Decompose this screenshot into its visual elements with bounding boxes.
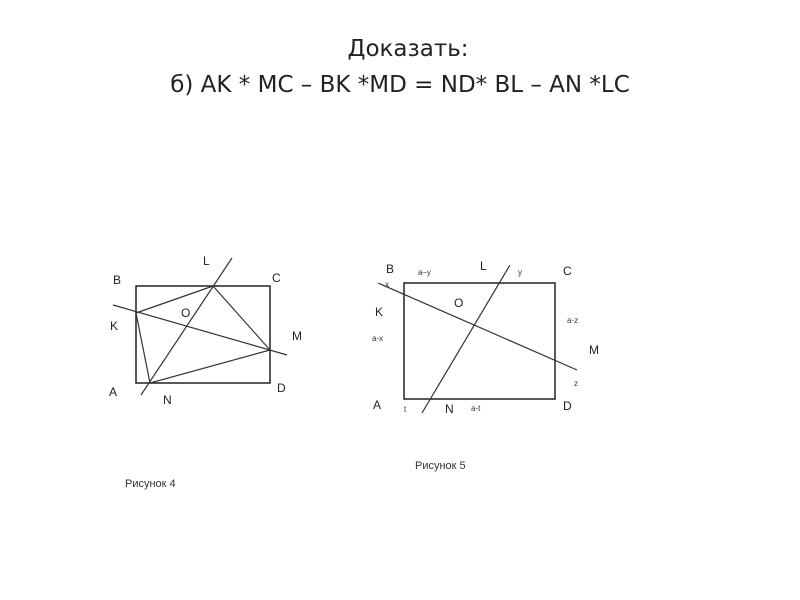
fig4-label-n: N <box>163 393 172 407</box>
fig5-label-k: K <box>375 305 384 319</box>
fig5-seg-a-minus-y: a–y <box>418 268 431 277</box>
fig5-label-l: L <box>480 259 487 273</box>
fig5-seg-t: t <box>404 405 407 414</box>
fig4-label-l: L <box>203 254 210 268</box>
fig4-label-k: K <box>110 319 119 333</box>
fig5-label-m: M <box>589 343 599 357</box>
fig4-segment-kl <box>136 286 213 313</box>
fig4-label-d: D <box>277 381 286 395</box>
fig5-label-b: B <box>386 262 395 276</box>
fig5-label-c: C <box>563 264 572 278</box>
fig5-line-nl <box>422 265 510 413</box>
fig4-label-o: O <box>181 306 191 320</box>
fig5-label-d: D <box>563 399 572 413</box>
fig5-rectangle <box>404 283 555 399</box>
fig4-caption: Рисунок 4 <box>125 478 176 490</box>
fig4-label-b: B <box>113 273 122 287</box>
fig5-label-o: O <box>454 296 464 310</box>
statement: б) AK * MC – BK *MD = ND* BL – AN *LC <box>170 72 630 98</box>
fig5-seg-a-minus-x: a-x <box>372 334 384 343</box>
fig5-seg-x: x <box>385 280 389 289</box>
fig4-label-a: A <box>109 385 118 399</box>
fig5-label-n: N <box>445 402 454 416</box>
fig5-seg-z: z <box>574 379 578 388</box>
fig5-caption: Рисунок 5 <box>415 460 466 472</box>
fig4-label-m: M <box>292 329 302 343</box>
fig4-segment-nk <box>136 313 150 383</box>
fig5-seg-y: y <box>518 268 522 277</box>
fig5-seg-a-minus-t: a-t <box>471 404 481 413</box>
fig5-line-km <box>378 283 577 370</box>
fig5-label-a: A <box>373 398 382 412</box>
figure-4 <box>109 254 302 490</box>
figure-5 <box>372 259 599 472</box>
fig5-seg-a-minus-z: a-z <box>567 316 579 325</box>
fig4-label-c: C <box>272 271 281 285</box>
fig4-segment-lm <box>213 286 270 350</box>
page-title: Доказать: <box>347 36 469 62</box>
